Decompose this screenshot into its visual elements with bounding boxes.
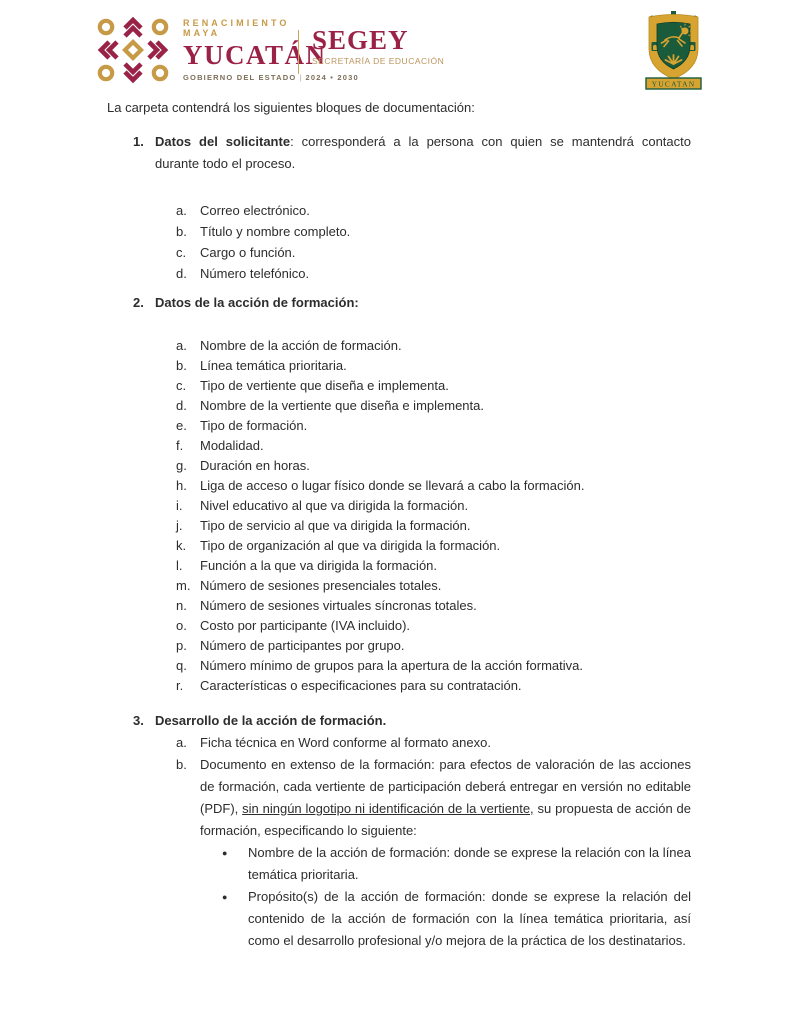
item-text: Número de sesiones presenciales totales.	[200, 578, 442, 593]
section-3-number: 3.	[133, 713, 144, 728]
item-text: Costo por participante (IVA incluido).	[200, 618, 411, 633]
item-text: Características o especificaciones para su contratación.	[200, 678, 522, 693]
item-marker: f.	[176, 438, 184, 453]
item-marker: r.	[176, 678, 184, 693]
item-text: Duración en horas.	[200, 458, 310, 473]
item-marker: l.	[176, 558, 183, 573]
section-1-number: 1.	[133, 134, 144, 149]
item-text: Nombre de la vertiente que diseña e implementa.	[200, 398, 484, 413]
list-item	[107, 496, 691, 516]
state-brand	[183, 18, 359, 82]
item-marker: a.	[176, 735, 187, 750]
item-text: Número de sesiones virtuales síncronas totales.	[200, 598, 477, 613]
list-item	[107, 556, 691, 576]
section-2-heading	[107, 292, 691, 314]
section-1-rest: : corresponderá a la persona con quien se mantendrá contacto durante todo el proceso.	[155, 134, 691, 171]
section-3-heading	[107, 710, 691, 732]
item-marker: g.	[176, 458, 187, 473]
brand-gov-separator: |	[299, 73, 303, 82]
list-item	[107, 396, 691, 416]
bullet-icon: ●	[222, 848, 228, 858]
list-item	[107, 263, 691, 284]
item-marker: q.	[176, 658, 187, 673]
item-marker: c.	[176, 245, 187, 260]
brand-name: YUCATÁN	[183, 40, 327, 70]
item-text: Nivel educativo al que va dirigida la formación.	[200, 498, 469, 513]
item-marker: b.	[176, 358, 187, 373]
item-marker: d.	[176, 266, 187, 281]
item-text	[200, 754, 691, 842]
bullet-text: Propósito(s) de la acción de formación: donde se exprese la relación del contenido de la acción de formación con la línea temática prioritaria, así como el desarrollo profesional y/o mejora de la práctica de los destinatarios.	[248, 889, 691, 948]
item-text: Línea temática prioritaria.	[200, 358, 347, 373]
item-text: Función a la que va dirigida la formación.	[200, 558, 438, 573]
section-3-item-a	[107, 732, 691, 754]
maya-pattern-icon	[95, 16, 171, 84]
item-text: Ficha técnica en Word conforme al formato anexo.	[200, 735, 491, 750]
accion-formacion-list	[107, 336, 691, 696]
solicitante-list	[107, 200, 691, 284]
item-marker: d.	[176, 398, 187, 413]
list-item	[107, 516, 691, 536]
list-item	[107, 436, 691, 456]
item-text: Modalidad.	[200, 438, 264, 453]
item-marker: o.	[176, 618, 187, 633]
item-marker: a.	[176, 203, 187, 218]
section-1-heading-paragraph	[107, 131, 691, 175]
item-marker: b.	[176, 757, 187, 772]
item-marker: b.	[176, 224, 187, 239]
bullet-text: Nombre de la acción de formación: donde se exprese la relación con la línea temática prioritaria.	[248, 845, 691, 882]
brand-government-line	[183, 73, 359, 82]
item-text: Número de participantes por grupo.	[200, 638, 405, 653]
header-divider	[298, 30, 299, 74]
yucatan-coat-of-arms-icon	[645, 11, 702, 91]
agency-name: SECRETARÍA DE EDUCACIÓN	[312, 56, 445, 66]
item-marker: h.	[176, 478, 187, 493]
bullet-item	[107, 842, 691, 886]
item-text: Número telefónico.	[200, 266, 310, 281]
agency-acronym: SEGEY	[312, 25, 409, 55]
list-item	[107, 336, 691, 356]
item-marker: m.	[176, 578, 191, 593]
item-text: Cargo o función.	[200, 245, 296, 260]
section-2-number: 2.	[133, 295, 144, 310]
crest-banner-text: YUCATAN	[651, 79, 696, 89]
section-3-item-b	[107, 754, 691, 842]
item-text: Título y nombre completo.	[200, 224, 351, 239]
item-text: Número mínimo de grupos para la apertura de la acción formativa.	[200, 658, 583, 673]
agency-brand	[312, 26, 444, 66]
list-item	[107, 536, 691, 556]
item-text: Liga de acceso o lugar físico donde se llevará a cabo la formación.	[200, 478, 585, 493]
item-marker: i.	[176, 498, 183, 513]
list-item	[107, 676, 691, 696]
item-text: Tipo de servicio al que va dirigida la formación.	[200, 518, 471, 533]
list-item	[107, 242, 691, 263]
item-b-post: su propuesta de acción de formación, especificando lo siguiente:	[200, 801, 692, 838]
item-text: Tipo de formación.	[200, 418, 308, 433]
list-item	[107, 636, 691, 656]
section-2-title: Datos de la acción de formación:	[155, 295, 359, 310]
list-item	[107, 656, 691, 676]
item-marker: n.	[176, 598, 187, 613]
list-item	[107, 476, 691, 496]
item-marker: j.	[176, 518, 183, 533]
item-marker: a.	[176, 338, 187, 353]
section-1-text	[155, 131, 691, 175]
list-item	[107, 576, 691, 596]
item-marker: p.	[176, 638, 187, 653]
brand-gov-label: GOBIERNO DEL ESTADO	[183, 73, 297, 82]
item-b-underlined: sin ningún logotipo ni identificación de la vertiente,	[242, 801, 534, 816]
list-item	[107, 596, 691, 616]
item-marker: c.	[176, 378, 187, 393]
list-item	[107, 221, 691, 242]
item-text: Tipo de vertiente que diseña e implementa.	[200, 378, 449, 393]
list-item	[107, 200, 691, 221]
list-item	[107, 456, 691, 476]
item-b-pre: Documento en extenso de la formación: para efectos de valoración de las acciones de formación, cada vertiente de participación deberá entregar en versión no editable (PDF),	[200, 757, 691, 816]
bullet-icon: ●	[222, 892, 228, 902]
item-text: Correo electrónico.	[200, 203, 310, 218]
list-item	[107, 356, 691, 376]
item-marker: e.	[176, 418, 187, 433]
bullet-item	[107, 886, 691, 952]
intro-paragraph: La carpeta contendrá los siguientes bloques de documentación:	[107, 100, 475, 115]
section-3-title: Desarrollo de la acción de formación.	[155, 713, 387, 728]
list-item	[107, 416, 691, 436]
brand-tagline: RENACIMIENTO MAYA	[183, 18, 290, 38]
list-item	[107, 616, 691, 636]
item-text: Nombre de la acción de formación.	[200, 338, 402, 353]
list-item	[107, 376, 691, 396]
bullet-list	[107, 842, 691, 952]
item-marker: k.	[176, 538, 187, 553]
brand-gov-period: 2024 • 2030	[305, 73, 359, 82]
page-header	[0, 0, 786, 96]
section-1-title: Datos del solicitante	[155, 134, 291, 149]
item-text: Tipo de organización al que va dirigida la formación.	[200, 538, 501, 553]
document-body	[107, 97, 691, 952]
